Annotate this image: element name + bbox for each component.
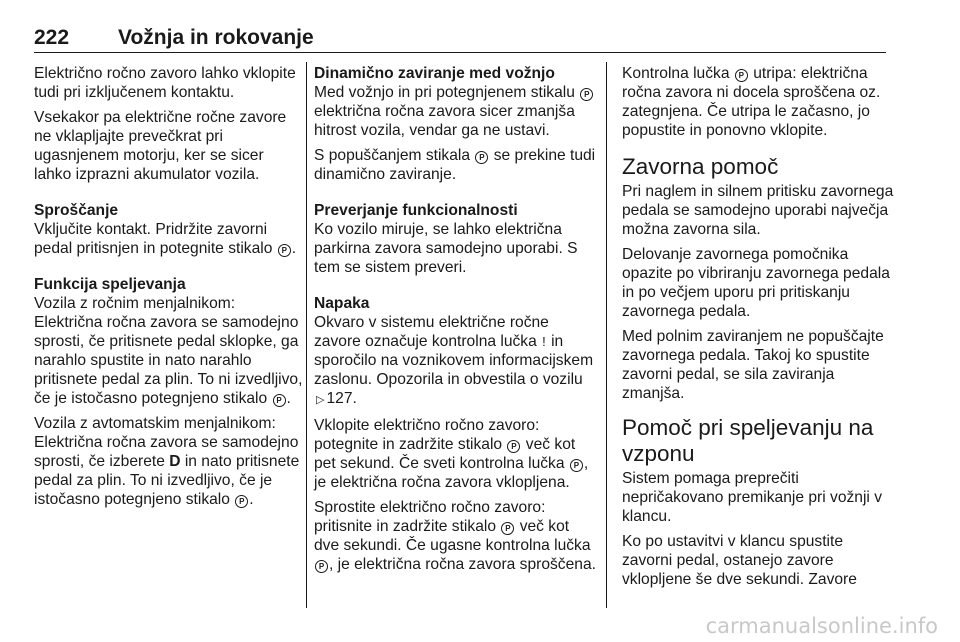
paragraph: Vozila z ročnim menjalnikom: Električna ročna zavora se samodejno sprosti, če pritisnete pedal sklopke, ga narahlo spustite in nato narahlo pritisnete pedal za plin. To ni izvedljivo, če je istočasno potegnjeno stikalo P . <box>34 295 303 407</box>
paragraph <box>314 313 596 410</box>
parking-brake-icon: P <box>580 88 593 101</box>
text: več kot dve sekundi. Če ugasne kontrolna lučka <box>314 518 591 554</box>
text: , je električna ročna zavora sproščena. <box>329 556 596 573</box>
parking-brake-icon: P <box>235 495 248 508</box>
parking-brake-icon: P <box>475 151 488 164</box>
parking-brake-icon: P <box>278 244 291 257</box>
text: Vklopite električno ročno zavoro: potegnite in zadržite stikalo <box>314 417 540 453</box>
parking-brake-icon: P <box>570 459 583 472</box>
paragraph <box>314 83 596 140</box>
paragraph <box>622 64 894 140</box>
paragraph: Električno ročno zavoro lahko vklopite tudi pri izključenem kontaktu. <box>34 65 296 101</box>
heading-brake-assist: Zavorna pomoč <box>622 154 779 179</box>
gear-d: D <box>169 453 181 470</box>
text: Med vožnjo in pri potegnjenem stikalu <box>314 84 575 101</box>
paragraph: Vozila z avtomatskim menjalnikom: Električna ročna zavora se samodejno sprosti, če izberete D in nato pritisnete pedal za plin. To ni izvedljivo, če je istočasno potegnjeno stikalo P . <box>34 415 300 508</box>
subheading-release: Sproščanje <box>34 202 119 219</box>
parking-brake-icon: P <box>507 440 520 453</box>
subheading-function-check: Preverjanje funkcionalnosti <box>314 202 518 219</box>
column-divider <box>306 62 307 608</box>
paragraph: Sistem pomaga preprečiti nepričakovano premikanje pri vožnji v klancu. <box>622 470 883 525</box>
header-rule <box>34 52 886 53</box>
text: Vozila z ročnim menjalnikom: Električna ročna zavora se samodejno sprosti, če pritisnete pedal sklopke, ga narahlo spustite in nato narahlo pritisnete pedal za plin. To ni izvedljivo, če je istočasno potegnjeno stikalo <box>34 295 303 407</box>
subheading-drive-away: Funkcija speljevanja <box>34 276 186 293</box>
page-title: Vožnja in rokovanje <box>118 26 314 49</box>
text: električna ročna zavora sicer zmanjša hitrost vozila, vendar ga ne ustavi. <box>314 103 575 139</box>
page-header <box>34 22 886 52</box>
paragraph <box>314 498 596 574</box>
subheading-fault: Napaka <box>314 295 370 312</box>
paragraph: Vključite kontakt. Pridržite zavorni pedal pritisnjen in potegnite stikalo P . <box>34 221 297 257</box>
subheading-dynamic-braking: Dinamično zaviranje med vožnjo <box>314 65 555 82</box>
paragraph: Ko vozilo miruje, se lahko električna parkirna zavora samodejno uporabi. S tem se sistem preveri. <box>314 221 578 276</box>
text: Sprostite električno ročno zavoro: pritisnite in zadržite stikalo <box>314 499 546 535</box>
watermark: carmanualsonline.info <box>705 614 938 638</box>
paragraph: Ko po ustavitvi v klancu spustite zavorni pedal, ostanejo zavore vklopljene še dve sekundi. Zavore <box>622 533 857 588</box>
text: več kot pet sekund. Če sveti kontrolna lučka <box>314 436 576 472</box>
page-reference[interactable]: 127. <box>326 390 357 407</box>
warning-lamp-icon: ! <box>542 334 546 349</box>
heading-hill-start-assist: Pomoč pri speljevanju na vzponu <box>622 415 874 466</box>
paragraph: Delovanje zavornega pomočnika opazite po vibriranju zavornega pedala in po večjem uporu pri pritiskanju zavornega pedala. <box>622 246 890 320</box>
parking-brake-icon: P <box>273 394 286 407</box>
text: in sporočilo na voznikovem informacijskem zaslonu. Opozorila in obvestila o vozilu <box>314 333 594 388</box>
paragraph: Vsekakor pa električne ročne zavore ne vklapljajte prevečkrat pri ugasnjenem motorju, ker se sicer lahko izprazni akumulator vozila. <box>34 109 287 183</box>
parking-brake-icon: P <box>315 560 328 573</box>
column-1 <box>34 64 304 515</box>
parking-brake-icon: P <box>735 69 748 82</box>
paragraph <box>314 416 596 492</box>
text: S popuščanjem stikala <box>314 147 471 164</box>
paragraph: Med polnim zaviranjem ne popuščajte zavornega pedala. Takoj ko spustite zavorni pedal, se sila zaviranja zmanjša. <box>622 328 884 402</box>
paragraph: Pri naglem in silnem pritisku zavornega pedala se samodejno uporabi največja možna zavorna sila. <box>622 183 894 238</box>
text: Vozila z avtomatskim menjalnikom: Električna ročna zavora se samodejno sprosti, če izberete <box>34 415 299 470</box>
parking-brake-icon: P <box>501 522 514 535</box>
text: in nato pritisnete pedal za plin. To ni izvedljivo, če je istočasno potegnjeno stikalo <box>34 453 300 508</box>
paragraph <box>314 146 596 184</box>
column-divider <box>606 62 607 608</box>
text: Okvaro v sistemu električne ročne zavore označuje kontrolna lučka <box>314 314 549 350</box>
text: se prekine tudi dinamično zaviranje. <box>314 147 596 183</box>
text: , je električna ročna zavora vklopljena. <box>314 455 589 491</box>
text: utripa: električna ročna zavora ni docela sproščena oz. zategnjena. Če utripa le začasno, jo popustite in ponovno vklopite. <box>622 65 881 139</box>
text: Kontrolna lučka <box>622 65 730 82</box>
column-3 <box>622 64 894 595</box>
page-reference-arrow-icon: ▷ <box>316 394 325 406</box>
text: Vključite kontakt. Pridržite zavorni pedal pritisnjen in potegnite stikalo <box>34 221 273 257</box>
page-number: 222 <box>34 26 70 49</box>
column-2 <box>314 64 596 580</box>
